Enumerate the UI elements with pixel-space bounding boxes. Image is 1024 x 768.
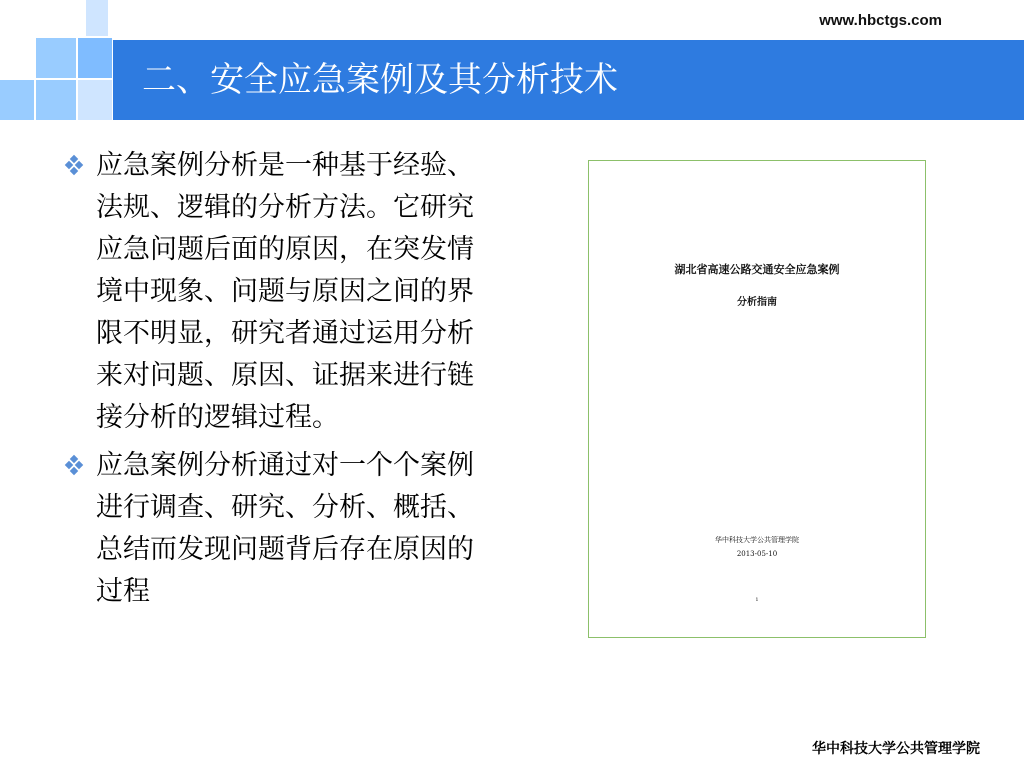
website-url: www.hbctgs.com: [819, 12, 942, 29]
decor-square: [36, 38, 76, 78]
bullet-list: [60, 145, 490, 619]
decor-square: [86, 0, 108, 36]
document-cover-image: [588, 160, 926, 638]
decor-square: [36, 80, 76, 120]
bullet-item: [60, 445, 490, 613]
diamond-bullet-icon: [60, 445, 96, 489]
diamond-bullet-icon: [60, 145, 96, 189]
decor-square: [78, 80, 112, 120]
document-date: 2013-05-10: [736, 550, 778, 558]
decor-square: [78, 38, 112, 78]
document-organization: 华中科技大学公共管理学院: [715, 536, 799, 544]
slide-title: 二、安全应急案例及其分析技术: [142, 60, 618, 100]
document-page-number: 1: [755, 597, 759, 603]
footer-institution: 华中科技大学公共管理学院: [812, 741, 980, 757]
decor-square: [0, 80, 34, 120]
bullet-text: 应急案例分析通过对一个个案例进行调查、研究、分析、概括、总结而发现问题背后存在原因的过程: [96, 450, 474, 607]
bullet-text: 应急案例分析是一种基于经验、法规、逻辑的分析方法。它研究应急问题后面的原因，在突发情境中现象、问题与原因之间的界限不明显，研究者通过运用分析来对问题、原因、证据来进行链接分析的逻辑过程。: [96, 150, 474, 433]
document-subtitle: 分析指南: [737, 297, 777, 308]
document-title: 湖北省高速公路交通安全应急案例: [674, 263, 840, 276]
bullet-item: [60, 145, 490, 439]
